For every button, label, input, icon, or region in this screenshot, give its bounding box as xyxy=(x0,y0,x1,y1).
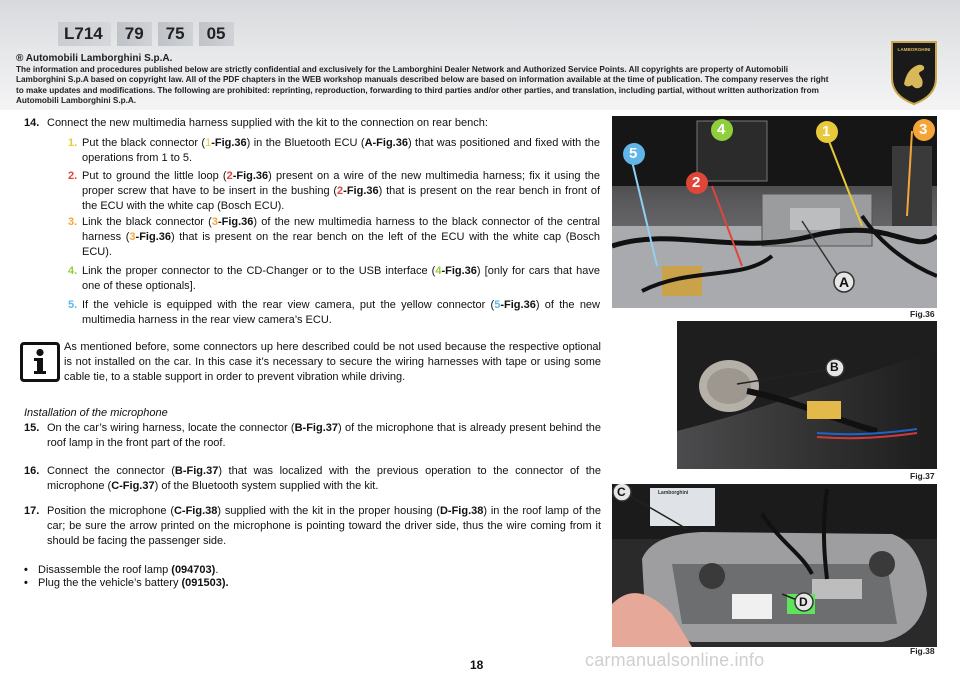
step-text: Position the microphone (C-Fig.38) supplied with the kit in the proper housing (D-Fig.38) in the roof lamp of the car; be sure the arrow printed on the microphone is pointing toward the driver side, thus the wire coming from it should be facing the passenger side. xyxy=(47,505,602,547)
sub-step-text: Put the black connector (1-Fig.36) in the Bluetooth ECU (A-Fig.36) that was positioned and fixed with the operations from 1 to 5. xyxy=(82,137,600,164)
callout-b: B xyxy=(830,360,839,374)
page-number: 18 xyxy=(470,658,484,672)
sub-step-text: Link the black connector (3-Fig.36) of the new multimedia harness to the black connector of the central harness (3-Fig.36) that is present on the rear bench on the left of the ECU with the white cap (Bosch ECU). xyxy=(82,216,600,258)
sub-step-number: 5. xyxy=(68,299,78,311)
sub-step-1 xyxy=(68,136,600,166)
step-15 xyxy=(24,421,601,451)
sub-step-number: 4. xyxy=(68,265,78,277)
step-text: Connect the connector (B-Fig.37) that was localized with the previous operation to the connector of the microphone (C-Fig.37) of the Bluetooth system supplied with the kit. xyxy=(47,465,601,492)
copyright-notice xyxy=(16,53,831,107)
sticker-label: Lamborghini xyxy=(658,490,689,496)
step-14 xyxy=(24,116,601,131)
figure-37-photo xyxy=(677,321,937,469)
model-tab: L714 xyxy=(58,22,111,46)
model-code-tabs xyxy=(58,22,234,46)
callout-1: 1 xyxy=(822,123,831,140)
figure-37-caption: Fig.37 xyxy=(910,471,935,481)
callout-3: 3 xyxy=(919,121,928,138)
sub-step-4 xyxy=(68,264,600,294)
section-title: Installation of the microphone xyxy=(24,407,168,419)
sub-step-text: Link the proper connector to the CD-Changer or to the USB interface (4-Fig.36) [only for cars that have one of these optionals]. xyxy=(82,265,600,292)
bullet-text: Disassemble the roof lamp (094703). xyxy=(38,564,219,576)
callout-4: 4 xyxy=(717,121,726,138)
step-number: 17. xyxy=(24,505,40,517)
sub-step-2 xyxy=(68,169,601,214)
watermark-text: carmanualsonline.info xyxy=(585,650,765,670)
notice-title: ® Automobili Lamborghini S.p.A. xyxy=(16,53,173,64)
lamborghini-logo-icon xyxy=(888,38,940,106)
info-icon xyxy=(20,342,60,382)
bullet-item xyxy=(24,576,229,590)
group-tab: 79 xyxy=(117,22,152,46)
callout-5: 5 xyxy=(629,145,638,162)
bullet-icon: • xyxy=(24,577,28,589)
sub-step-3 xyxy=(68,215,600,260)
subgroup-tab: 75 xyxy=(158,22,193,46)
callout-a: A xyxy=(839,274,850,290)
sub-step-number: 3. xyxy=(68,216,78,228)
section-tab: 05 xyxy=(199,22,234,46)
svg-text:LAMBORGHINI: LAMBORGHINI xyxy=(897,47,931,52)
sub-step-5 xyxy=(68,298,600,328)
step-number: 16. xyxy=(24,465,40,477)
figure-38-caption: Fig.38 xyxy=(910,646,935,656)
sub-step-text: Put to ground the little loop (2-Fig.36) present on a wire of the new multimedia harness; fix it using the proper screw that have to be insert in the bushing (2-Fig.36) that is present on the rear bench in front of the ECU with the white cap (Bosch ECU). xyxy=(82,170,601,212)
callout-c: C xyxy=(617,485,626,499)
step-text: On the car’s wiring harness, locate the connector (B-Fig.37) of the microphone that is already present behind the roof lamp in the front part of the roof. xyxy=(47,422,601,449)
sub-step-number: 1. xyxy=(68,137,78,149)
step-number: 15. xyxy=(24,422,40,434)
step-number: 14. xyxy=(24,117,40,129)
sub-step-text: If the vehicle is equipped with the rear view camera, put the yellow connector (5-Fig.36) of the new multimedia harness in the rear view camera’s ECU. xyxy=(82,299,600,326)
callout-2: 2 xyxy=(692,174,701,191)
step-text: Connect the new multimedia harness supplied with the kit to the connection on rear bench: xyxy=(47,117,488,129)
figure-38-photo xyxy=(612,484,937,647)
bullet-item xyxy=(24,563,218,577)
info-note: As mentioned before, some connectors up here described could be not used because the respective optional is not installed on the car. In this case it’s necessary to secure the wiring harnesses with tape or using some cable tie, to a stable support in order to prevent vibration while driving. xyxy=(64,341,601,383)
notice-body: The information and procedures published below are strictly confidential and exclusively for the Lamborghini Dealer Network and Authorized Service Points. All copyrights are property of Automobili Lamborghini S.p.A based on copyright law. All of the PDF chapters in the WEB workshop manuals described below are based on information available at the time of publication. The company reserves the right to make updates and modifications. The following are prohibited: reprinting, reproduction, forwarding to third parties and/or other parties, and translation, including partial, without written authorization from Automobili Lamborghini S.p.A. xyxy=(16,65,829,106)
bullet-icon: • xyxy=(24,564,28,576)
bullet-text: Plug the the vehicle’s battery (091503). xyxy=(38,577,229,589)
step-16 xyxy=(24,464,601,494)
step-17 xyxy=(24,504,601,549)
callout-d: D xyxy=(799,595,808,609)
figure-36-caption: Fig.36 xyxy=(910,309,935,319)
figure-36-photo xyxy=(612,116,937,308)
sub-step-number: 2. xyxy=(68,170,78,182)
